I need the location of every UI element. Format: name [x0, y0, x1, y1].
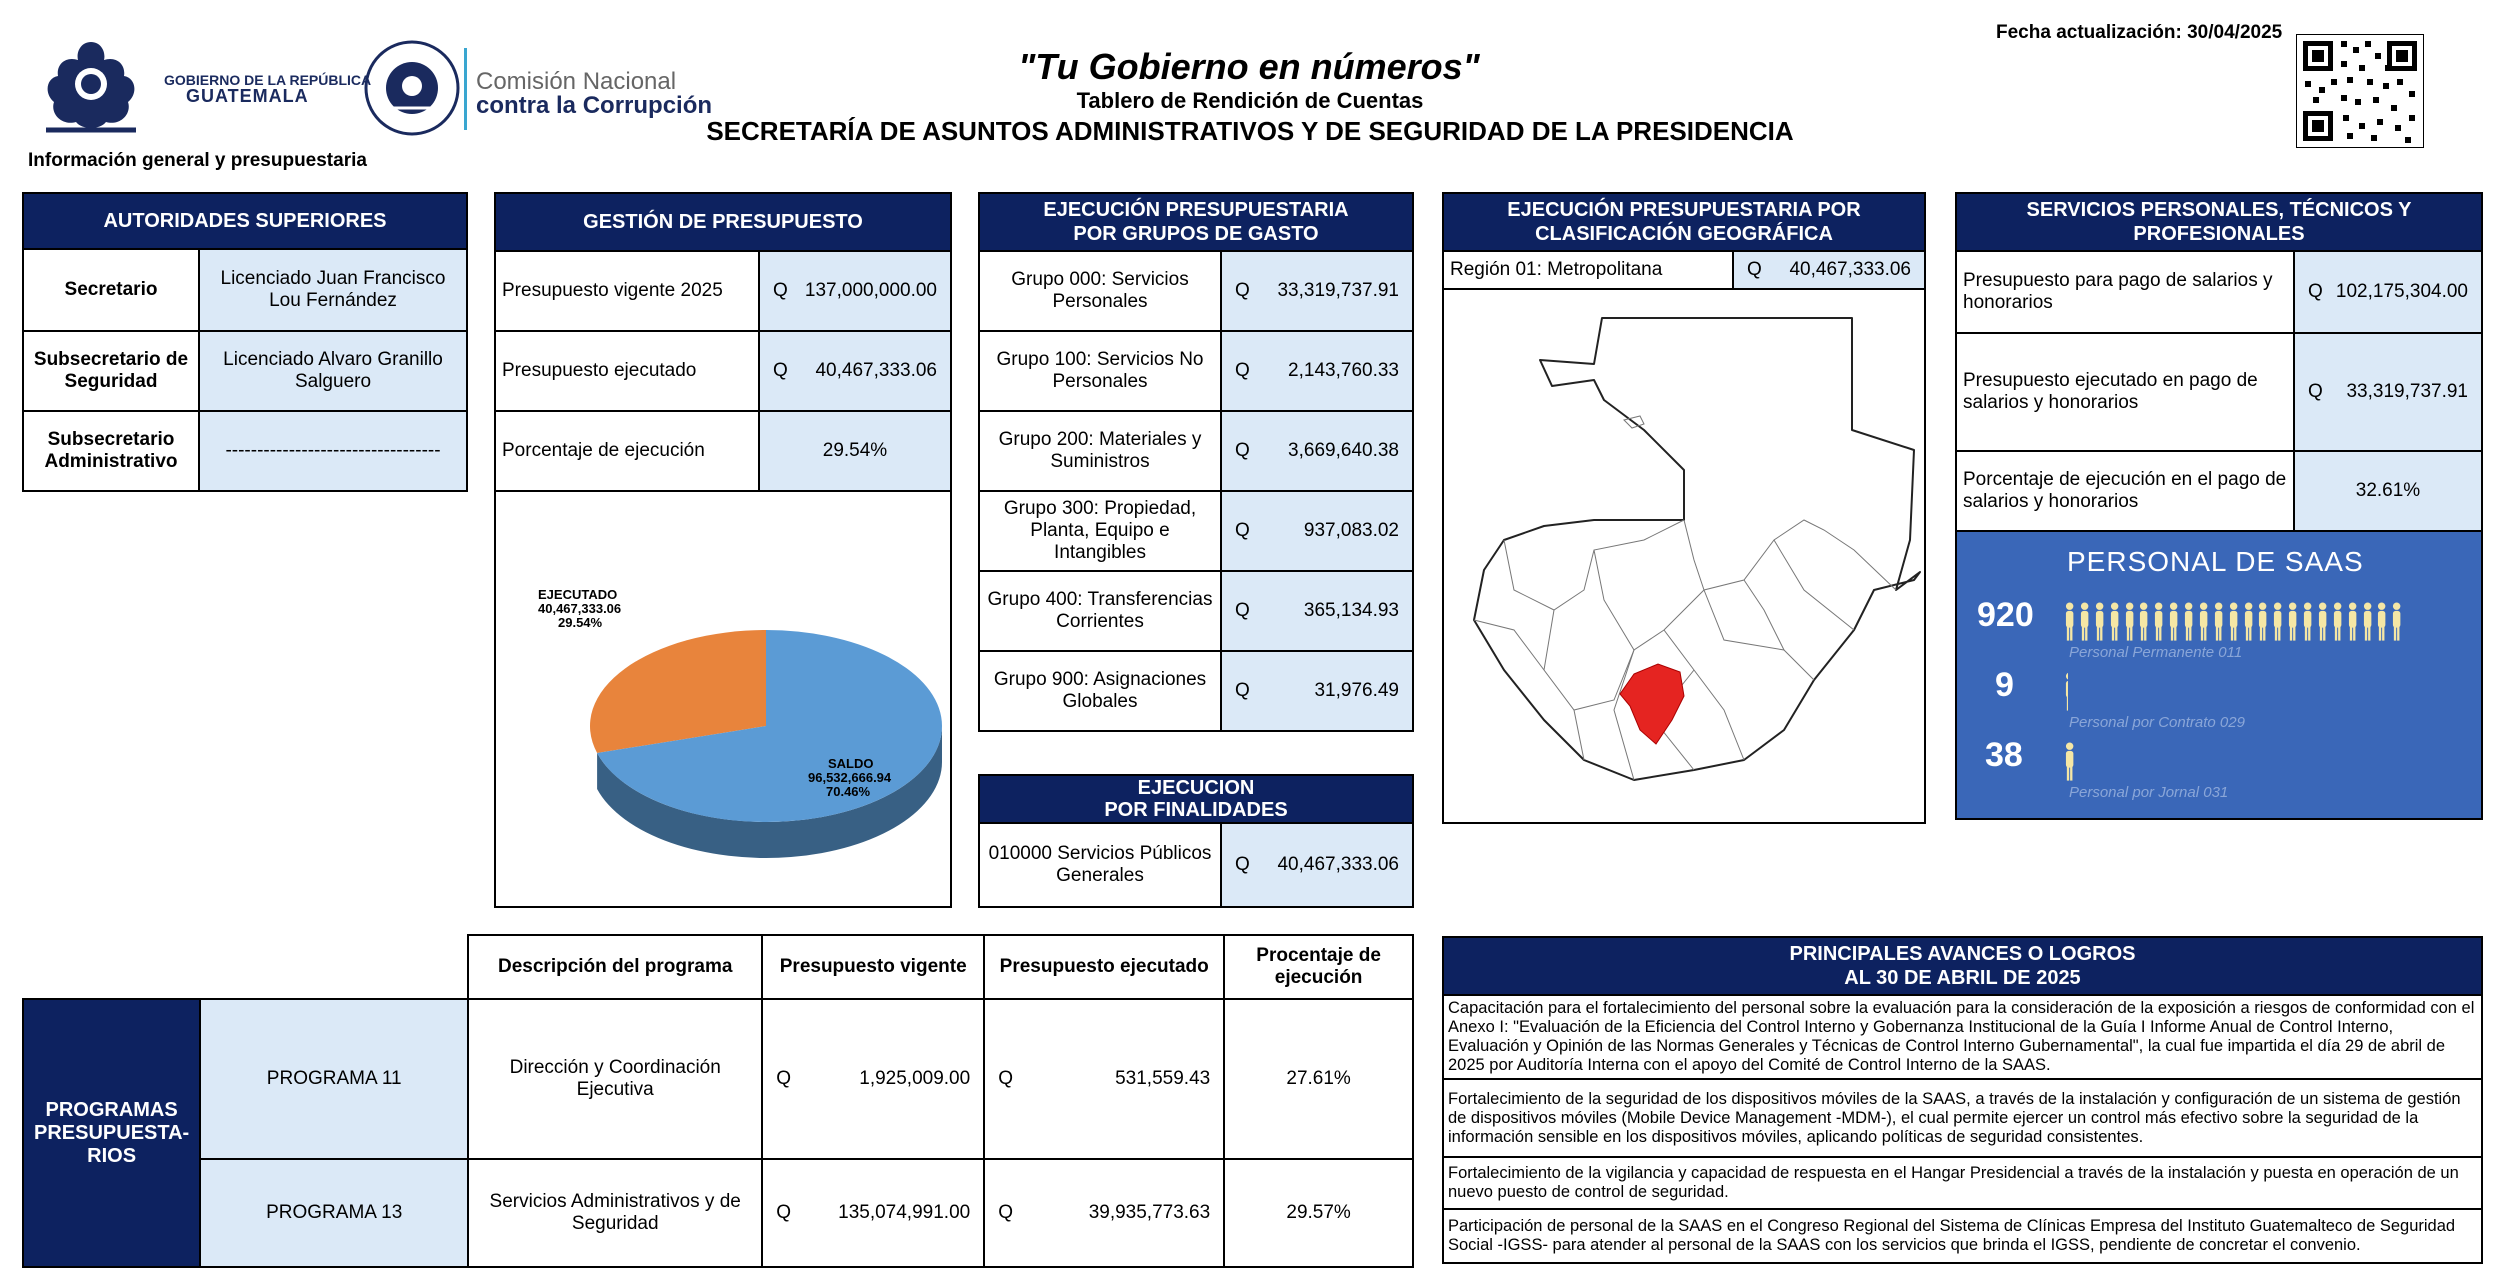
value-text: 39,935,773.63: [1088, 1202, 1211, 1223]
value-cell: [2294, 251, 2482, 333]
currency-symbol: Q: [2308, 281, 2323, 302]
logros-title-line2: AL 30 DE ABRIL DE 2025: [1844, 967, 2081, 989]
program-name: PROGRAMA 11: [200, 999, 468, 1159]
list-item: [1443, 1157, 2482, 1209]
servicios-title-line1: SERVICIOS PERSONALES, TÉCNICOS Y: [2026, 199, 2412, 221]
page-title: "Tu Gobierno en números": [1018, 46, 1480, 87]
group-count: 38: [1985, 736, 2023, 774]
personal-infographic: [1955, 530, 2483, 820]
value-cell: [759, 251, 951, 331]
value-text: 40,467,333.06: [1277, 854, 1399, 875]
geografica-title-line2: CLASIFICACIÓN GEOGRÁFICA: [1535, 223, 1833, 245]
table-row: [1956, 333, 2482, 451]
table-row: [1443, 251, 1925, 289]
person-icon: [2348, 600, 2357, 644]
grupos-title-line2: POR GRUPOS DE GASTO: [1073, 223, 1319, 245]
value-cell: [1221, 411, 1413, 491]
table-row: [495, 411, 951, 491]
person-icon: [2065, 740, 2074, 784]
finalidades-title-line1: EJECUCION: [1137, 777, 1255, 799]
label-cell: Grupo 100: Servicios No Personales: [979, 331, 1221, 411]
person-icon: [2065, 670, 2068, 714]
person-icon: [2363, 600, 2372, 644]
geografica-panel: [1442, 192, 1926, 824]
list-item: [1443, 1209, 2482, 1263]
table-row: [979, 491, 1413, 571]
slice-label-percent: 70.46%: [826, 784, 871, 799]
currency-symbol: Q: [1235, 440, 1250, 461]
role-cell: Subsecretario Administrativo: [23, 411, 199, 491]
grupos-table: [978, 250, 1414, 732]
geografica-title-line1: EJECUCIÓN PRESUPUESTARIA POR: [1507, 199, 1861, 221]
table-row: [23, 999, 1413, 1159]
group-count: 920: [1977, 596, 2034, 634]
currency-symbol: Q: [1235, 280, 1250, 301]
finalidades-title-line2: POR FINALIDADES: [1104, 799, 1288, 821]
person-icon: [2169, 600, 2178, 644]
servicios-title-line2: PROFESIONALES: [2133, 223, 2305, 245]
value-cell: [1221, 251, 1413, 331]
slice-label-name: EJECUTADO: [538, 587, 618, 602]
program-ejecutado: [984, 999, 1224, 1159]
person-icon: [2258, 600, 2267, 644]
table-row: [979, 651, 1413, 731]
servicios-title: [1955, 192, 2483, 252]
finalidades-table: [978, 822, 1414, 908]
group-count: 9: [1995, 666, 2014, 704]
pie-slices: [590, 630, 942, 822]
label-cell: Presupuesto ejecutado: [495, 331, 759, 411]
value-cell: 29.54%: [759, 411, 951, 491]
value-cell: [1221, 491, 1413, 571]
currency-symbol: Q: [2308, 381, 2323, 402]
slice-label-value: 96,532,666.94: [808, 770, 892, 785]
table-header-row: [23, 935, 1413, 999]
person-icon: [2288, 600, 2297, 644]
person-icon: [2244, 600, 2253, 644]
value-text: 31,976.49: [1314, 680, 1399, 701]
table-row: [23, 249, 467, 331]
table-row: [23, 411, 467, 491]
value-cell: [1221, 331, 1413, 411]
finalidades-title: [978, 774, 1414, 824]
pie-chart: [496, 492, 950, 906]
person-icon: [2125, 600, 2134, 644]
table-row: [979, 823, 1413, 907]
program-pct: 27.61%: [1224, 999, 1413, 1159]
person-icon: [2095, 600, 2104, 644]
currency-symbol: Q: [1235, 600, 1250, 621]
personal-group-contrato: [1977, 666, 2467, 731]
table-row: [495, 251, 951, 331]
finalidades-panel: [978, 774, 1414, 908]
person-icon: [2184, 600, 2193, 644]
program-ejecutado: [984, 1159, 1224, 1267]
slice-label-ejecutado: [538, 587, 621, 630]
table-row: [1956, 251, 2482, 333]
qr-code-icon[interactable]: [2296, 34, 2424, 148]
page-subtitle: Tablero de Rendición de Cuentas: [1076, 88, 1424, 113]
person-icon: [2377, 600, 2386, 644]
grupos-title: [978, 192, 1414, 252]
value-text: 1,925,009.00: [859, 1068, 971, 1089]
label-cell: Grupo 300: Propiedad, Planta, Equipo e Intangibles: [979, 491, 1221, 571]
program-vigente: [762, 1159, 984, 1267]
servicios-table: [1955, 250, 2483, 532]
person-icon: [2110, 600, 2119, 644]
currency-symbol: Q: [1235, 680, 1250, 701]
guatemala-map-icon: [1444, 290, 1924, 822]
gestion-panel: [494, 192, 952, 492]
list-item: [1443, 995, 2482, 1079]
program-desc: Dirección y Coordinación Ejecutiva: [468, 999, 762, 1159]
col-header-ejecutado: Presupuesto ejecutado: [984, 935, 1224, 999]
program-name: PROGRAMA 13: [200, 1159, 468, 1267]
servicios-panel: [1955, 192, 2483, 820]
value-text: 2,143,760.33: [1288, 360, 1399, 381]
program-vigente: [762, 999, 984, 1159]
commission-line1: Comisión Nacional: [476, 68, 677, 95]
currency-symbol: Q: [773, 280, 788, 301]
grupos-panel: [978, 192, 1414, 732]
value-text: 40,467,333.06: [815, 360, 937, 381]
person-icon: [2139, 600, 2148, 644]
value-text: 531,559.43: [1115, 1068, 1211, 1089]
gov-logo-line1: GOBIERNO DE LA REPÚBLICA: [164, 72, 372, 88]
person-icon: [2214, 600, 2223, 644]
autoridades-table: [22, 248, 468, 492]
value-text: 3,669,640.38: [1288, 440, 1399, 461]
gestion-title: GESTIÓN DE PRESUPUESTO: [494, 192, 952, 252]
col-header-vigente: Presupuesto vigente: [762, 935, 984, 999]
value-cell: [759, 331, 951, 411]
person-icon: [2065, 600, 2074, 644]
label-cell: Presupuesto vigente 2025: [495, 251, 759, 331]
section-label: Información general y presupuestaria: [28, 150, 367, 171]
table-row: [23, 331, 467, 411]
logros-title-line1: PRINCIPALES AVANCES O LOGROS: [1789, 943, 2136, 965]
currency-symbol: Q: [998, 1068, 1013, 1089]
label-cell: Presupuesto para pago de salarios y honorarios: [1956, 251, 2294, 333]
update-date: Fecha actualización: 30/04/2025: [1996, 22, 2283, 43]
autoridades-title: AUTORIDADES SUPERIORES: [22, 192, 468, 250]
geografica-title: [1442, 192, 1926, 252]
logros-title: [1442, 936, 2483, 996]
value-text: 40,467,333.06: [1789, 259, 1911, 280]
group-label: Personal por Contrato 029: [2069, 714, 2245, 731]
value-cell: 32.61%: [2294, 451, 2482, 531]
person-icon: [2333, 600, 2342, 644]
programas-panel: [22, 934, 1414, 1268]
region-cell: Región 01: Metropolitana: [1443, 251, 1733, 289]
slice-label-name: SALDO: [828, 756, 874, 771]
currency-symbol: Q: [776, 1202, 791, 1223]
label-cell: Grupo 000: Servicios Personales: [979, 251, 1221, 331]
geografica-table: [1442, 250, 1926, 290]
name-cell: Licenciado Juan Francisco Lou Fernández: [199, 249, 467, 331]
value-text: 135,074,991.00: [838, 1202, 971, 1223]
table-row: [979, 251, 1413, 331]
grupos-title-line1: EJECUCIÓN PRESUPUESTARIA: [1043, 199, 1349, 221]
guatemala-map: [1442, 288, 1926, 824]
label-cell: 010000 Servicios Públicos Generales: [979, 823, 1221, 907]
personal-group-jornal: [1977, 736, 2467, 801]
col-header-pct: Procentaje de ejecución: [1224, 935, 1413, 999]
label-cell: Porcentaje de ejecución en el pago de salarios y honorarios: [1956, 451, 2294, 531]
currency-symbol: Q: [998, 1202, 1013, 1223]
personal-group-permanente: [1977, 596, 2467, 661]
group-label: Personal Permanente 011: [2069, 644, 2243, 661]
value-text: 365,134.93: [1303, 600, 1399, 621]
currency-symbol: Q: [776, 1068, 791, 1089]
person-icon: [2318, 600, 2327, 644]
programas-table: [22, 934, 1414, 1268]
label-cell: Porcentaje de ejecución: [495, 411, 759, 491]
person-icon: [2303, 600, 2312, 644]
value-text: 33,319,737.91: [1277, 280, 1399, 301]
value-cell: [2294, 333, 2482, 451]
logros-panel: [1442, 936, 2483, 1264]
currency-symbol: Q: [1235, 854, 1250, 875]
program-pct: 29.57%: [1224, 1159, 1413, 1267]
logro-text: Fortalecimiento de la vigilancia y capacidad de respuesta en el Hangar Presidencial a través de la instalación y puesta en operación de un nuevo puesto de control de seguridad.: [1443, 1157, 2482, 1209]
program-desc: Servicios Administrativos y de Seguridad: [468, 1159, 762, 1267]
col-header-desc: Descripción del programa: [468, 935, 762, 999]
institution-name: SECRETARÍA DE ASUNTOS ADMINISTRATIVOS Y DE SEGURIDAD DE LA PRESIDENCIA: [706, 116, 1794, 146]
personal-title: PERSONAL DE SAAS: [2067, 546, 2364, 577]
role-cell: Secretario: [23, 249, 199, 331]
list-item: [1443, 1079, 2482, 1157]
value-text: 33,319,737.91: [2346, 381, 2468, 402]
person-icon: [2154, 600, 2163, 644]
gestion-table: [494, 250, 952, 492]
value-text: 137,000,000.00: [804, 280, 937, 301]
programas-side-label: PROGRAMAS PRESUPUESTA-RIOS: [23, 999, 200, 1267]
group-label: Personal por Jornal 031: [2069, 784, 2229, 801]
value-cell: [1733, 251, 1925, 289]
logros-table: [1442, 994, 2483, 1264]
role-cell: Subsecretario de Seguridad: [23, 331, 199, 411]
slice-label-percent: 29.54%: [558, 615, 603, 630]
table-row: [495, 331, 951, 411]
table-row: [979, 571, 1413, 651]
logro-text: Fortalecimiento de la seguridad de los dispositivos móviles de la SAAS, a través de la instalación y configuración de un sistema de gestión de dispositivos móviles (Mobile Device Management -MDM-), el cual permite ejercer un control más efectivo sobre la seguridad de la información sensible en los dispositivos móviles, aplicando políticas de seguridad consistentes.: [1443, 1079, 2482, 1157]
label-cell: Presupuesto ejecutado en pago de salarios y honorarios: [1956, 333, 2294, 451]
currency-symbol: Q: [1235, 360, 1250, 381]
gov-logo-line2: GUATEMALA: [186, 86, 309, 106]
table-row: [23, 1159, 1413, 1267]
table-row: [979, 411, 1413, 491]
person-icon: [2080, 600, 2089, 644]
value-text: 102,175,304.00: [2335, 281, 2468, 302]
slice-label-value: 40,467,333.06: [538, 601, 622, 616]
label-cell: Grupo 900: Asignaciones Globales: [979, 651, 1221, 731]
table-row: [1956, 451, 2482, 531]
person-icon: [2392, 600, 2401, 644]
name-cell: ----------------------------------: [199, 411, 467, 491]
value-cell: [1221, 571, 1413, 651]
person-icon: [2199, 600, 2208, 644]
commission-line2: contra la Corrupción: [476, 92, 713, 119]
name-cell: Licenciado Alvaro Granillo Salguero: [199, 331, 467, 411]
value-cell: [1221, 651, 1413, 731]
label-cell: Grupo 200: Materiales y Suministros: [979, 411, 1221, 491]
logro-text: Capacitación para el fortalecimiento del personal sobre la evaluación para la consideración de la exposición a riesgos de conformidad con el Anexo I: "Evaluación de la Eficiencia del Control Interno y Gobernanza Institucional de la Guía I Informe Anual de Control Interno, Evaluación y Opinión de las Normas Generales y Técnicas de Control Interno Gubernamental", la cual fue impartida el día 29 de abril de 2025 por Auditoría Interna con el apoyo del Comité de Control Interno de la SAAS.: [1443, 995, 2482, 1079]
table-row: [979, 331, 1413, 411]
label-cell: Grupo 400: Transferencias Corrientes: [979, 571, 1221, 651]
person-icon: [2229, 600, 2238, 644]
value-text: 937,083.02: [1303, 520, 1399, 541]
person-icon: [2273, 600, 2282, 644]
currency-symbol: Q: [1235, 520, 1250, 541]
value-cell: [1221, 823, 1413, 907]
pie-chart-panel: [494, 490, 952, 908]
currency-symbol: Q: [1747, 259, 1762, 280]
autoridades-panel: [22, 192, 468, 492]
logro-text: Participación de personal de la SAAS en el Congreso Regional del Sistema de Clínicas Empresa del Instituto Guatemalteco de Seguridad Social -IGSS- para atender al personal de la SAAS con los servicios que brinda el IGSS, pendiente de concretar el convenio.: [1443, 1209, 2482, 1263]
currency-symbol: Q: [773, 360, 788, 381]
